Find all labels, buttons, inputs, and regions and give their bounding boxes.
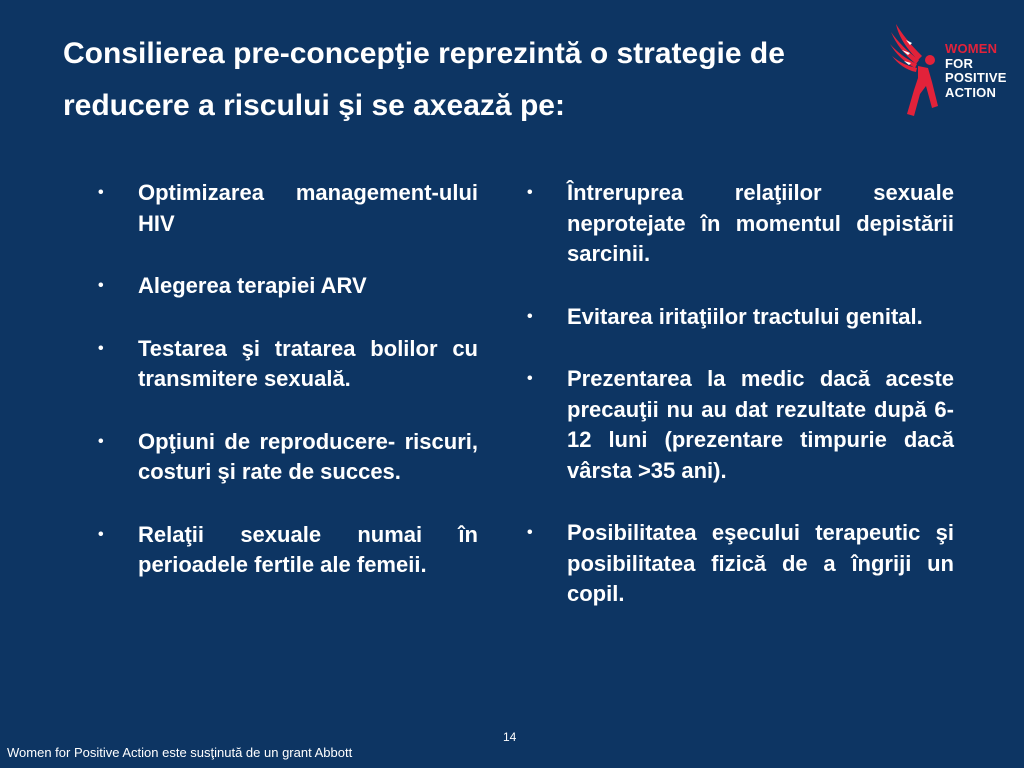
logo-text <box>945 42 1007 100</box>
bullet-item: • Întreruprea relaţiilor sexuale neprotejate în momentul depistării sarcinii. <box>527 178 954 270</box>
ribbon-figure-icon <box>888 20 948 120</box>
slide-title: Consilierea pre-concepţie reprezintă o strategie de reducere a riscului şi se axează pe: <box>63 37 785 122</box>
logo-line-action: ACTION <box>945 84 997 100</box>
footer-text: Women for Positive Action este susţinută de un grant Abbott <box>7 745 353 760</box>
bullet-item: • Opţiuni de reproducere- riscuri, costuri şi rate de succes. <box>98 427 478 488</box>
page-number: 14 <box>503 730 517 744</box>
logo-line-for: FOR <box>945 55 974 71</box>
bullet-item: • Relaţii sexuale numai în perioadele fertile ale femeii. <box>98 520 478 581</box>
logo-line-positive: POSITIVE <box>945 70 1007 85</box>
bullet-item: • Alegerea terapiei ARV <box>98 271 478 302</box>
bullet-item: • Prezentarea la medic dacă aceste precauţii nu au dat rezultate după 6-12 luni (prezentare timpurie dacă vârsta >35 ani). <box>527 364 954 486</box>
bullet-item: • Optimizarea management-ului HIV <box>98 178 478 239</box>
bullet-item: • Evitarea iritaţiilor tractului genital. <box>527 302 954 333</box>
wpa-logo <box>888 20 1018 120</box>
bullet-item: • Testarea şi tratarea bolilor cu transmitere sexuală. <box>98 334 478 395</box>
bullet-item: • Posibilitatea eşecului terapeutic şi posibilitatea fizică de a îngriji un copil. <box>527 518 954 610</box>
left-bullet-list <box>98 178 478 613</box>
right-bullet-list <box>527 178 954 642</box>
logo-line-women: WOMEN <box>945 41 998 56</box>
